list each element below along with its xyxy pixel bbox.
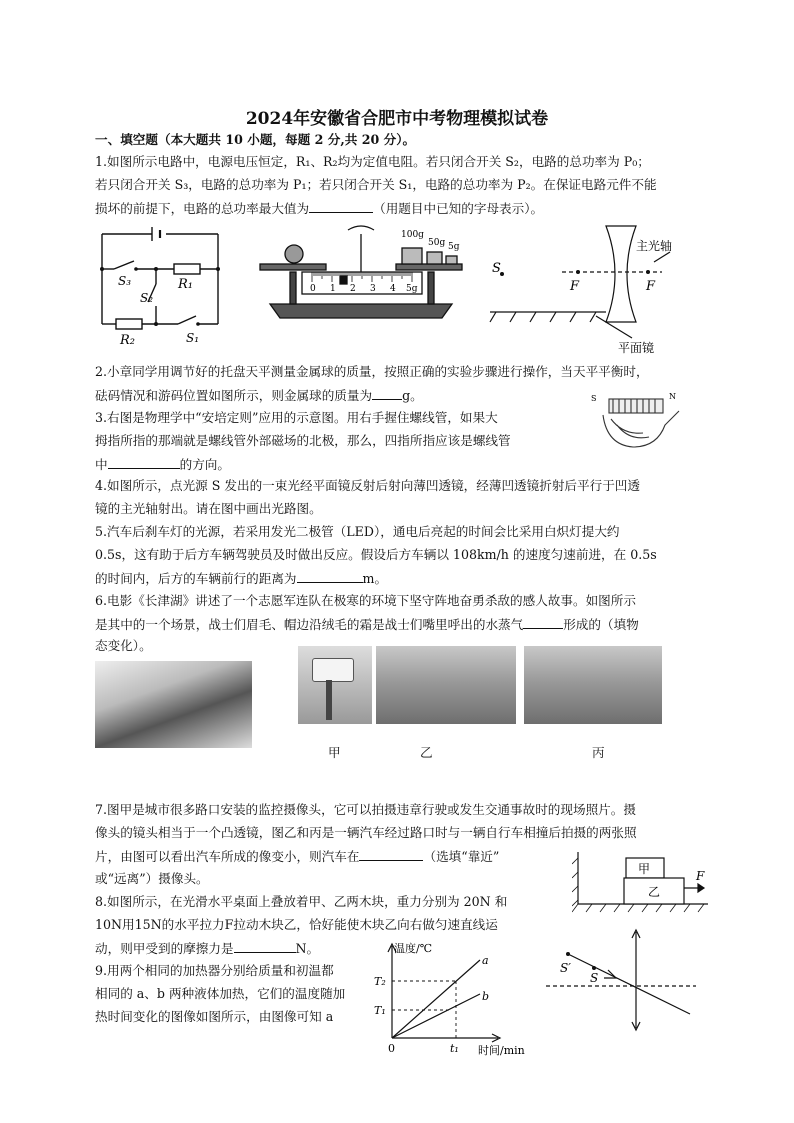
label-s2: S₂: [140, 291, 154, 305]
graph-t1: T₁: [374, 1004, 386, 1017]
q2-answer-blank[interactable]: [372, 387, 402, 400]
q8-text-b: N。: [295, 941, 320, 956]
q6-text-b: 形成的（填物: [563, 617, 639, 632]
q7-line4: 或“远离”）摄像头。: [95, 871, 209, 886]
graph-time-t1: t₁: [450, 1042, 459, 1055]
block-jia-label: 甲: [638, 862, 651, 876]
label-s-convex: S: [590, 971, 599, 985]
q9-line2: 相同的 a、b 两种液体加热，它们的温度随加: [95, 986, 346, 1001]
graph-origin: 0: [388, 1042, 395, 1055]
q4-line1: 4.如图所示，点光源 S 发出的一束光经平面镜反射后射向薄凹透镜，经薄凹透镜折射后平行于凹透: [95, 478, 640, 493]
q6-line3: 态变化）。: [95, 638, 152, 653]
q3-answer-blank[interactable]: [108, 456, 180, 469]
graph-series-a: a: [482, 954, 489, 967]
weight-50g: 50g: [428, 238, 446, 248]
q9-line3: 热时间变化的图像如图所示，由图像可知 a: [95, 1009, 334, 1024]
q9-line1: 9.用两个相同的加热器分别给质量和初温都: [95, 963, 334, 978]
q1-answer-blank[interactable]: [309, 200, 373, 213]
q2-line1: 2.小章同学用调节好的托盘天平测量金属球的质量，按照正确的实验步骤进行操作，当天平平衡时，: [95, 364, 649, 379]
ruler-tick-label: 3: [370, 284, 376, 294]
q7-line3: [95, 848, 499, 865]
q6-line2: [95, 616, 639, 633]
soldier-frost-photo: [95, 661, 252, 748]
q5-text-a: 的时间内，后方的车辆前行的距离为: [95, 571, 297, 586]
label-plane-mirror: 平面镜: [618, 341, 655, 355]
q5-answer-blank[interactable]: [297, 570, 363, 583]
temperature-time-graph: [368, 938, 544, 1060]
q7-answer-blank[interactable]: [359, 848, 423, 861]
label-solenoid-s: S: [591, 394, 597, 403]
q6-text-a: 是其中的一个场景，战士们眉毛、帽边沿绒毛的霜是战士们嘴里呼出的水蒸气: [95, 617, 524, 632]
convex-lens-diagram: [546, 928, 696, 1032]
circuit-diagram: [96, 222, 224, 347]
ruler-tick-label: 0: [310, 284, 316, 294]
force-f-label: F: [696, 869, 705, 883]
camera-pole: [326, 680, 332, 720]
q1-line3: [95, 200, 543, 217]
traffic-photo-yi: [376, 646, 516, 724]
label-solenoid-n: N: [669, 392, 676, 401]
camera-photo-jia: [298, 646, 372, 724]
caption-bing: 丙: [592, 745, 605, 760]
stacked-blocks-diagram: [572, 848, 712, 918]
q8-line3: [95, 940, 319, 957]
q6-answer-blank[interactable]: [523, 616, 563, 629]
q1-line1: 1.如图所示电路中，电源电压恒定，R₁、R₂均为定值电阻。若只闭合开关 S₂，电路的总功率为 P₀；: [95, 154, 650, 169]
q2-line2: [95, 387, 423, 404]
q2-text-a: 砝码情况和游码位置如图所示，则金属球的质量为: [95, 388, 373, 403]
q8-line2: 10N用15N的水平拉力F拉动木块乙，恰好能使木块乙向右做匀速直线运: [95, 917, 498, 932]
q7-line1: 7.图甲是城市很多路口安装的监控摄像头，它可以拍摄违章行驶或发生交通事故时的现场照片。摄: [95, 802, 636, 817]
graph-ylabel: 温度/℃: [394, 942, 433, 955]
balance-diagram: [256, 220, 466, 328]
label-s-prime: S′: [560, 961, 571, 975]
label-focal-1: F: [570, 279, 580, 294]
weight-100g: 100g: [401, 230, 424, 240]
concave-lens-diagram: [486, 222, 692, 356]
label-s: S: [492, 261, 501, 276]
q8-answer-blank[interactable]: [234, 940, 296, 953]
q1-line2: 若只闭合开关 S₃，电路的总功率为 P₁；若只闭合开关 S₁，电路的总功率为 P₂。在保证电路元件不能: [95, 177, 657, 192]
q7-line2: 像头的镜头相当于一个凸透镜，图乙和丙是一辆汽车经过路口时与一辆自行车相撞后拍摄的两张照: [95, 825, 637, 840]
q1-text-a: 损坏的前提下，电路的总功率最大值为: [95, 201, 310, 216]
q1-text-b: （用题目中已知的字母表示）。: [373, 201, 544, 216]
label-r1: R₁: [178, 277, 193, 292]
q5-line2: 0.5s，这有助于后方车辆驾驶员及时做出反应。假设后方车辆以 108km/h 的速度匀速前进，在 0.5s: [95, 547, 657, 562]
caption-yi: 乙: [420, 745, 433, 760]
section-heading: 一、填空题（本大题共 10 小题，每题 2 分,共 20 分）。: [95, 132, 416, 147]
q7-text-b: （选填“靠近”: [423, 849, 500, 864]
q3-text-a: 中: [95, 457, 108, 472]
ruler-tick-label: 1: [330, 284, 336, 294]
page-title: 2024年安徽省合肥市中考物理模拟试卷: [245, 109, 549, 129]
graph-t2: T₂: [374, 975, 386, 988]
q4-line2: 镜的主光轴射出。请在图中画出光路图。: [95, 501, 322, 516]
q3-line2: 拇指所指的那端就是螺线管外部磁场的北极，那么，四指所指应该是螺线管: [95, 433, 511, 448]
weight-5g: 5g: [448, 242, 460, 252]
q3-line1: 3.右图是物理学中“安培定则”应用的示意图。用右手握住螺线管，如果大: [95, 410, 498, 425]
label-r2: R₂: [120, 333, 135, 347]
q8-text-a: 动，则甲受到的摩擦力是: [95, 941, 234, 956]
camera-icon: [312, 658, 354, 682]
q7-text-a: 片，由图可以看出汽车所成的像变小，则汽车在: [95, 849, 360, 864]
q5-text-b: m。: [362, 571, 388, 586]
label-s1: S₁: [186, 331, 200, 345]
q8-line1: 8.如图所示，在光滑水平桌面上叠放着甲、乙两木块，重力分别为 20N 和: [95, 894, 508, 909]
solenoid-hand-diagram: [583, 385, 683, 453]
ruler-tick-label: 4: [390, 284, 396, 294]
block-yi-label: 乙: [648, 885, 661, 899]
q5-line1: 5.汽车后刹车灯的光源，若采用发光二极管（LED），通电后亮起的时间会比采用白炽灯提大约: [95, 524, 620, 539]
graph-series-b: b: [482, 990, 490, 1003]
q5-line3: [95, 570, 387, 587]
ruler-tick-label: 5g: [406, 284, 418, 294]
q2-text-b: g。: [402, 388, 423, 403]
traffic-photo-bing: [524, 646, 662, 724]
ruler-tick-label: 2: [350, 284, 356, 294]
q6-line1: 6.电影《长津湖》讲述了一个志愿军连队在极寒的环境下坚守阵地奋勇杀敌的感人故事。如图所示: [95, 593, 636, 608]
caption-jia: 甲: [328, 745, 341, 760]
label-s3: S₃: [118, 274, 132, 288]
label-focal-2: F: [646, 279, 656, 294]
q3-line3: [95, 456, 230, 473]
graph-xlabel: 时间/min: [478, 1044, 525, 1057]
q3-text-b: 的方向。: [179, 457, 230, 472]
label-principal-axis: 主光轴: [636, 239, 673, 253]
